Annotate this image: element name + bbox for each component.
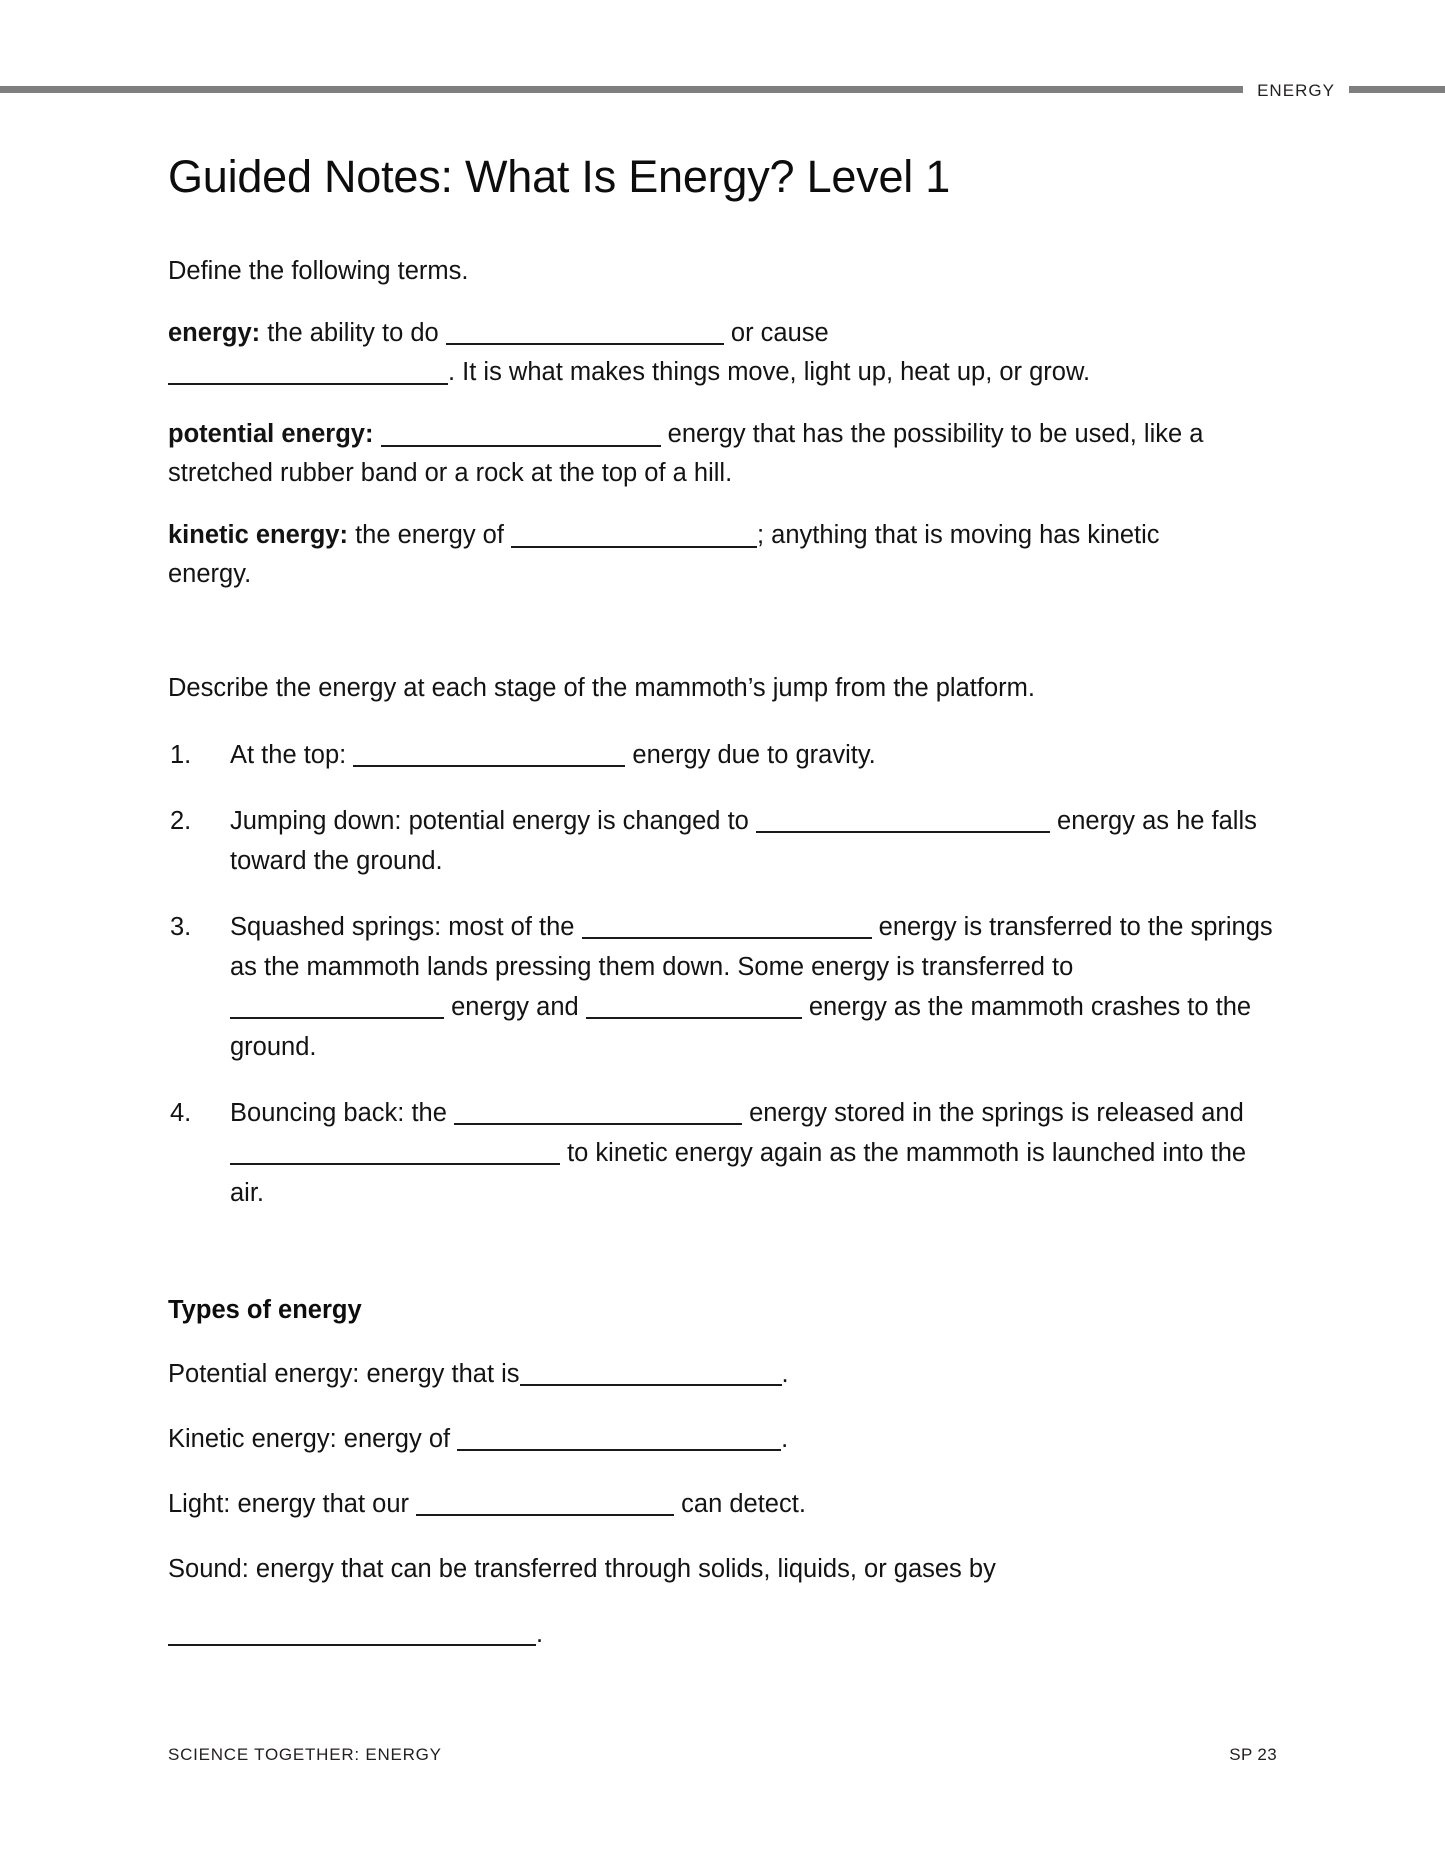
definition-energy: [168, 314, 1230, 393]
stages-lead-text: Describe the energy at each stage of the mammoth’s jump from the platform: [168, 674, 1028, 702]
list-item-seg2: energy due to gravity.: [625, 740, 876, 769]
answer-blank[interactable]: [511, 519, 757, 548]
type-line-light-post: can detect.: [674, 1489, 806, 1518]
definition-kinetic-energy-part1: the energy of: [347, 520, 512, 549]
list-item: [168, 907, 1278, 1067]
type-line-sound-post: .: [536, 1619, 544, 1648]
type-line-kinetic-post: .: [781, 1424, 789, 1453]
answer-blank[interactable]: [168, 356, 448, 385]
answer-blank[interactable]: [446, 317, 724, 346]
type-line-kinetic-pre: Kinetic energy: energy of: [168, 1424, 458, 1453]
definition-kinetic-energy-term: kinetic energy:: [168, 520, 348, 549]
answer-blank[interactable]: [230, 1137, 560, 1166]
list-item-number: 2.: [170, 806, 192, 835]
answer-blank[interactable]: [416, 1487, 674, 1516]
types-heading: Types of energy: [168, 1295, 362, 1324]
list-item: [168, 735, 1278, 775]
type-line-sound-pre: Sound: energy that can be transferred through solids, liquids, or gases by: [168, 1554, 996, 1583]
definition-energy-part4: . It is what makes things move, light up, heat up, or grow.: [448, 358, 1091, 387]
running-head-rule-short: [1349, 86, 1445, 93]
definition-energy-part1: the ability to do: [260, 318, 446, 347]
definition-potential-energy-term: potential energy:: [168, 419, 374, 448]
content-column: [168, 0, 1278, 1680]
answer-blank[interactable]: [353, 738, 625, 767]
type-line-light-pre: Light: energy that our: [168, 1489, 417, 1518]
running-head-label: ENERGY: [1257, 80, 1335, 100]
footer-page-number: SP 23: [1229, 1745, 1277, 1764]
answer-blank[interactable]: [457, 1422, 781, 1451]
page-title: Guided Notes: What Is Energy? Level 1: [168, 151, 951, 202]
answer-blank[interactable]: [586, 990, 802, 1019]
page-footer: [168, 1745, 1277, 1765]
stages-list: [168, 735, 1278, 1213]
list-item-seg3: to kinetic energy again as the mammoth is launched into the air.: [230, 1138, 1247, 1207]
list-item-seg1: Jumping down: potential energy is changed to: [230, 806, 756, 835]
list-item: [168, 801, 1278, 881]
definition-potential-energy: [168, 415, 1230, 494]
stages-lead: [168, 669, 1278, 709]
type-line-light: [168, 1485, 1278, 1525]
answer-blank[interactable]: [381, 418, 661, 447]
list-item-seg2: energy stored in the springs is released and: [741, 1098, 1244, 1127]
stages-lead-period: .: [1027, 674, 1035, 702]
type-line-kinetic: [168, 1420, 1278, 1460]
type-line-potential: [168, 1355, 1278, 1395]
answer-blank[interactable]: [230, 990, 444, 1019]
type-line-potential-post: .: [781, 1359, 789, 1388]
type-line-sound: [168, 1550, 1278, 1590]
list-item-seg1: At the top:: [230, 740, 354, 769]
list-item: [168, 1093, 1278, 1213]
type-line-sound-blank: [168, 1615, 1278, 1655]
definition-potential-energy-part2: energy that has the possibility to be used, like a stretched rubber band or a rock at the top of a hill.: [168, 419, 1204, 488]
answer-blank[interactable]: [520, 1357, 782, 1386]
definition-energy-term: energy:: [168, 318, 261, 347]
list-item-number: 3.: [170, 912, 192, 941]
list-item-seg1: Bouncing back: the: [230, 1098, 454, 1127]
answer-blank[interactable]: [582, 910, 872, 939]
list-item-seg2: energy is transferred to the springs as the mammoth lands pressing them down. Some energy is transferred to: [230, 912, 1273, 981]
footer-series-label: SCIENCE TOGETHER: ENERGY: [168, 1745, 442, 1764]
list-item-seg1: Squashed springs: most of the: [230, 912, 582, 941]
answer-blank[interactable]: [454, 1097, 742, 1126]
type-line-potential-pre: Potential energy: energy that is: [168, 1359, 520, 1388]
list-item-number: 1.: [170, 740, 192, 769]
list-item-number: 4.: [170, 1098, 192, 1127]
define-lead: Define the following terms.: [168, 257, 469, 286]
answer-blank[interactable]: [756, 804, 1050, 833]
definition-kinetic-energy: [168, 516, 1230, 595]
answer-blank[interactable]: [168, 1617, 536, 1646]
list-item-seg4: energy as the mammoth crashes to the ground.: [230, 992, 1252, 1061]
list-item-seg2: energy as he falls toward the ground.: [230, 806, 1257, 875]
definition-kinetic-energy-part2: ; anything that is moving has kinetic energy.: [168, 520, 1160, 589]
definition-potential-energy-part1: [373, 420, 380, 448]
definition-energy-part2: or cause: [723, 318, 829, 347]
list-item-seg3: energy and: [444, 992, 586, 1021]
